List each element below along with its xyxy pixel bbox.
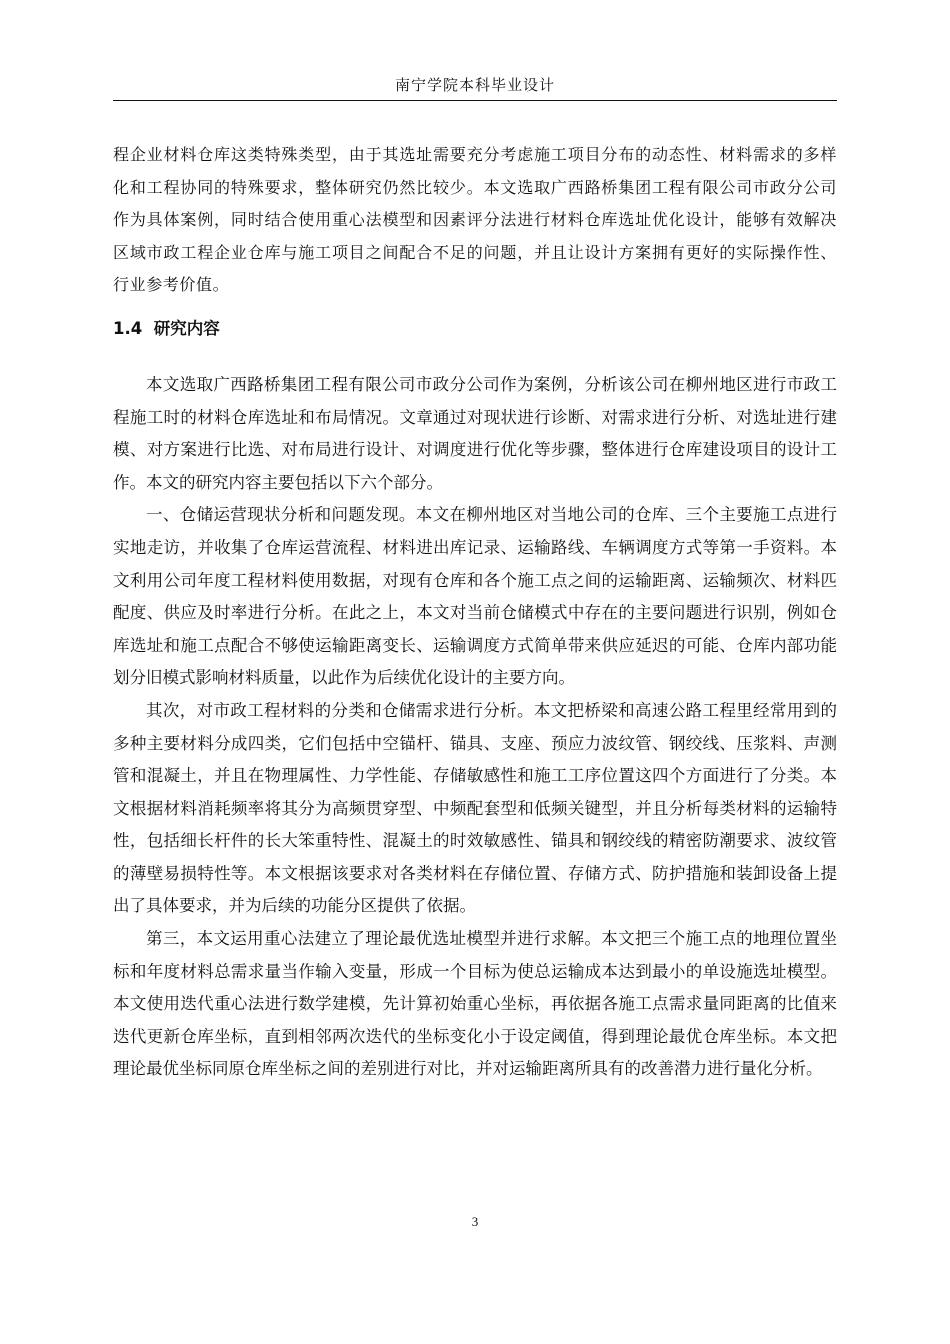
paragraph: 其次，对市政工程材料的分类和仓储需求进行分析。本文把桥梁和高速公路工程里经常用到的多种主要材料分成四类，它们包括中空锚杆、锚具、支座、预应力波纹管、钢绞线、压浆料、声测管和混凝土，并且在物理属性、力学性能、存储敏感性和施工工序位置这四个方面进行了分类。本文根据材料消耗频率将其分为高频贯穿型、中频配套型和低频关键型，并且分析每类材料的运输特性，包括细长杆件的长大笨重特性、混凝土的时效敏感性、锚具和钢绞线的精密防潮要求、波纹管的薄壁易损特性等。本文根据该要求对各类材料在存储位置、存储方式、防护措施和装卸设备上提出了具体要求，并为后续的功能分区提供了依据。 xyxy=(113,700,837,916)
section-title: 研究内容 xyxy=(153,318,220,338)
paragraph: 本文选取广西路桥集团工程有限公司市政分公司作为案例，分析该公司在柳州地区进行市政工程施工时的材料仓库选址和布局情况。文章通过对现状进行诊断、对需求进行分析、对选址进行建模、对方案进行比选、对布局进行设计、对调度进行优化等步骤，整体进行仓库建设项目的设计工作。本文的研究内容主要包括以下六个部分。 xyxy=(113,374,837,492)
paragraph: 第三，本文运用重心法建立了理论最优选址模型并进行求解。本文把三个施工点的地理位置坐标和年度材料总需求量当作输入变量，形成一个目标为使总运输成本达到最小的单设施选址模型。本文使用迭代重心法进行数学建模，先计算初始重心坐标，再依据各施工点需求量同距离的比值来迭代更新仓库坐标，直到相邻两次迭代的坐标变化小于设定阈值，得到理论最优仓库坐标。本文把理论最优坐标同原仓库坐标之间的差别进行对比，并对运输距离所具有的改善潜力进行量化分析。 xyxy=(113,929,837,1079)
running-header xyxy=(113,72,837,101)
page-number: 3 xyxy=(471,1214,479,1229)
body-text xyxy=(113,139,837,1086)
paragraph-continuation: 程企业材料仓库这类特殊类型，由于其选址需要充分考虑施工项目分布的动态性、材料需求的多样化和工程协同的特殊要求，整体研究仍然比较少。本文选取广西路桥集团工程有限公司市政分公司作为具体案例，同时结合使用重心法模型和因素评分法进行材料仓库选址优化设计，能够有效解决区域市政工程企业仓库与施工项目之间配合不足的问题，并且让设计方案拥有更好的实际操作性、行业参考价值。 xyxy=(113,145,837,295)
section-number: 1.4 xyxy=(113,318,143,338)
section-heading xyxy=(113,313,837,345)
header-title: 南宁学院本科毕业设计 xyxy=(394,76,555,94)
paragraph: 一、仓储运营现状分析和问题发现。本文在柳州地区对当地公司的仓库、三个主要施工点进行实地走访，并收集了仓库运营流程、材料进出库记录、运输路线、车辆调度方式等第一手资料。本文利用公司年度工程材料使用数据，对现有仓库和各个施工点之间的运输距离、运输频次、材料匹配度、供应及时率进行分析。在此之上，本文对当前仓储模式中存在的主要问题进行识别，例如仓库选址和施工点配合不够使运输距离变长、运输调度方式简单带来供应延迟的可能、仓库内部功能划分旧模式影响材料质量，以此作为后续优化设计的主要方向。 xyxy=(113,505,837,688)
page-footer xyxy=(0,1212,950,1232)
